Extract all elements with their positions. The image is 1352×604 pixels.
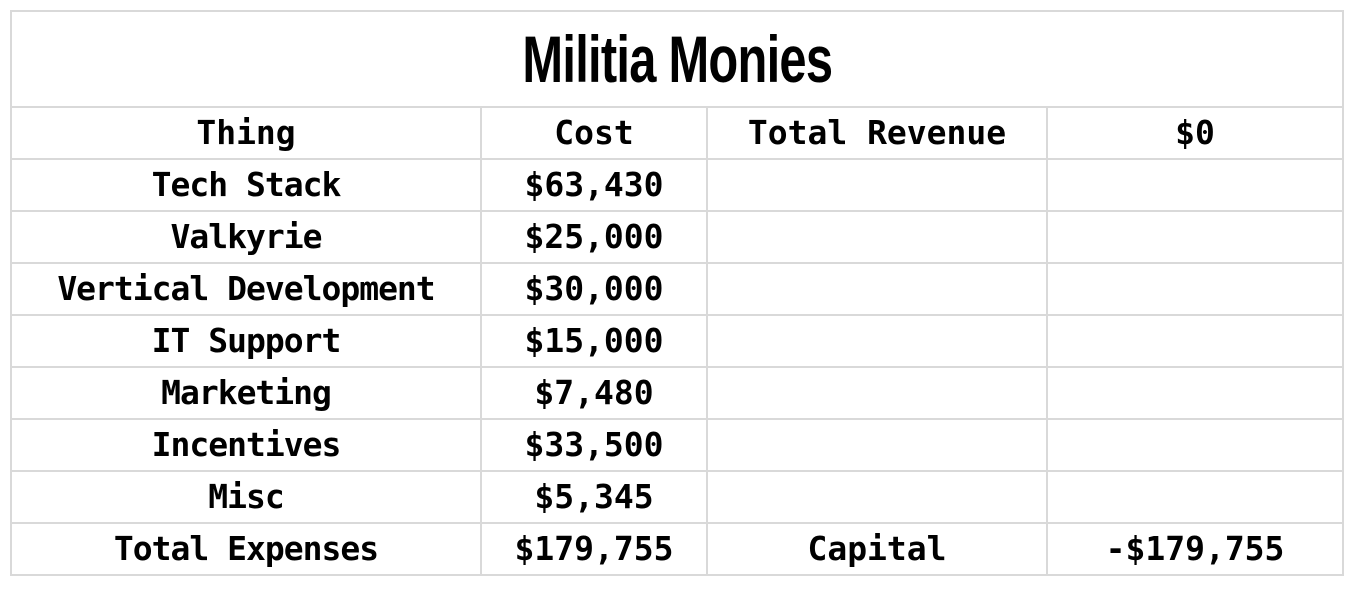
empty-cell[interactable] xyxy=(707,159,1047,211)
cost-cell[interactable]: $30,000 xyxy=(481,263,707,315)
sheet-title-cell[interactable] xyxy=(11,11,1343,107)
table-row xyxy=(11,315,1343,367)
title-row xyxy=(11,11,1343,107)
table-row xyxy=(11,263,1343,315)
cost-cell[interactable]: $5,345 xyxy=(481,471,707,523)
empty-cell[interactable] xyxy=(1047,471,1343,523)
cost-cell[interactable]: $7,480 xyxy=(481,367,707,419)
empty-cell[interactable] xyxy=(707,471,1047,523)
table-row xyxy=(11,471,1343,523)
budget-table xyxy=(10,10,1344,576)
thing-cell[interactable]: Valkyrie xyxy=(11,211,481,263)
empty-cell[interactable] xyxy=(1047,419,1343,471)
header-row xyxy=(11,107,1343,159)
empty-cell[interactable] xyxy=(707,315,1047,367)
thing-cell[interactable]: Tech Stack xyxy=(11,159,481,211)
cost-cell[interactable]: $15,000 xyxy=(481,315,707,367)
thing-cell[interactable]: Misc xyxy=(11,471,481,523)
empty-cell[interactable] xyxy=(707,263,1047,315)
thing-cell[interactable]: Marketing xyxy=(11,367,481,419)
empty-cell[interactable] xyxy=(1047,263,1343,315)
table-row xyxy=(11,367,1343,419)
empty-cell[interactable] xyxy=(707,367,1047,419)
sheet-title: Militia Monies xyxy=(522,22,832,96)
capital-value-cell[interactable]: -$179,755 xyxy=(1047,523,1343,575)
total-expenses-label-cell[interactable]: Total Expenses xyxy=(11,523,481,575)
thing-cell[interactable]: IT Support xyxy=(11,315,481,367)
cost-cell[interactable]: $33,500 xyxy=(481,419,707,471)
empty-cell[interactable] xyxy=(707,211,1047,263)
total-expenses-value-cell[interactable]: $179,755 xyxy=(481,523,707,575)
header-thing-cell[interactable]: Thing xyxy=(11,107,481,159)
empty-cell[interactable] xyxy=(1047,315,1343,367)
footer-row xyxy=(11,523,1343,575)
header-cost-cell[interactable]: Cost xyxy=(481,107,707,159)
table-row xyxy=(11,419,1343,471)
table-row xyxy=(11,211,1343,263)
empty-cell[interactable] xyxy=(1047,211,1343,263)
capital-label-cell[interactable]: Capital xyxy=(707,523,1047,575)
total-revenue-value-cell[interactable]: $0 xyxy=(1047,107,1343,159)
cost-cell[interactable]: $63,430 xyxy=(481,159,707,211)
empty-cell[interactable] xyxy=(1047,159,1343,211)
cost-cell[interactable]: $25,000 xyxy=(481,211,707,263)
empty-cell[interactable] xyxy=(707,419,1047,471)
empty-cell[interactable] xyxy=(1047,367,1343,419)
total-revenue-label-cell[interactable]: Total Revenue xyxy=(707,107,1047,159)
thing-cell[interactable]: Vertical Development xyxy=(11,263,481,315)
thing-cell[interactable]: Incentives xyxy=(11,419,481,471)
table-row xyxy=(11,159,1343,211)
